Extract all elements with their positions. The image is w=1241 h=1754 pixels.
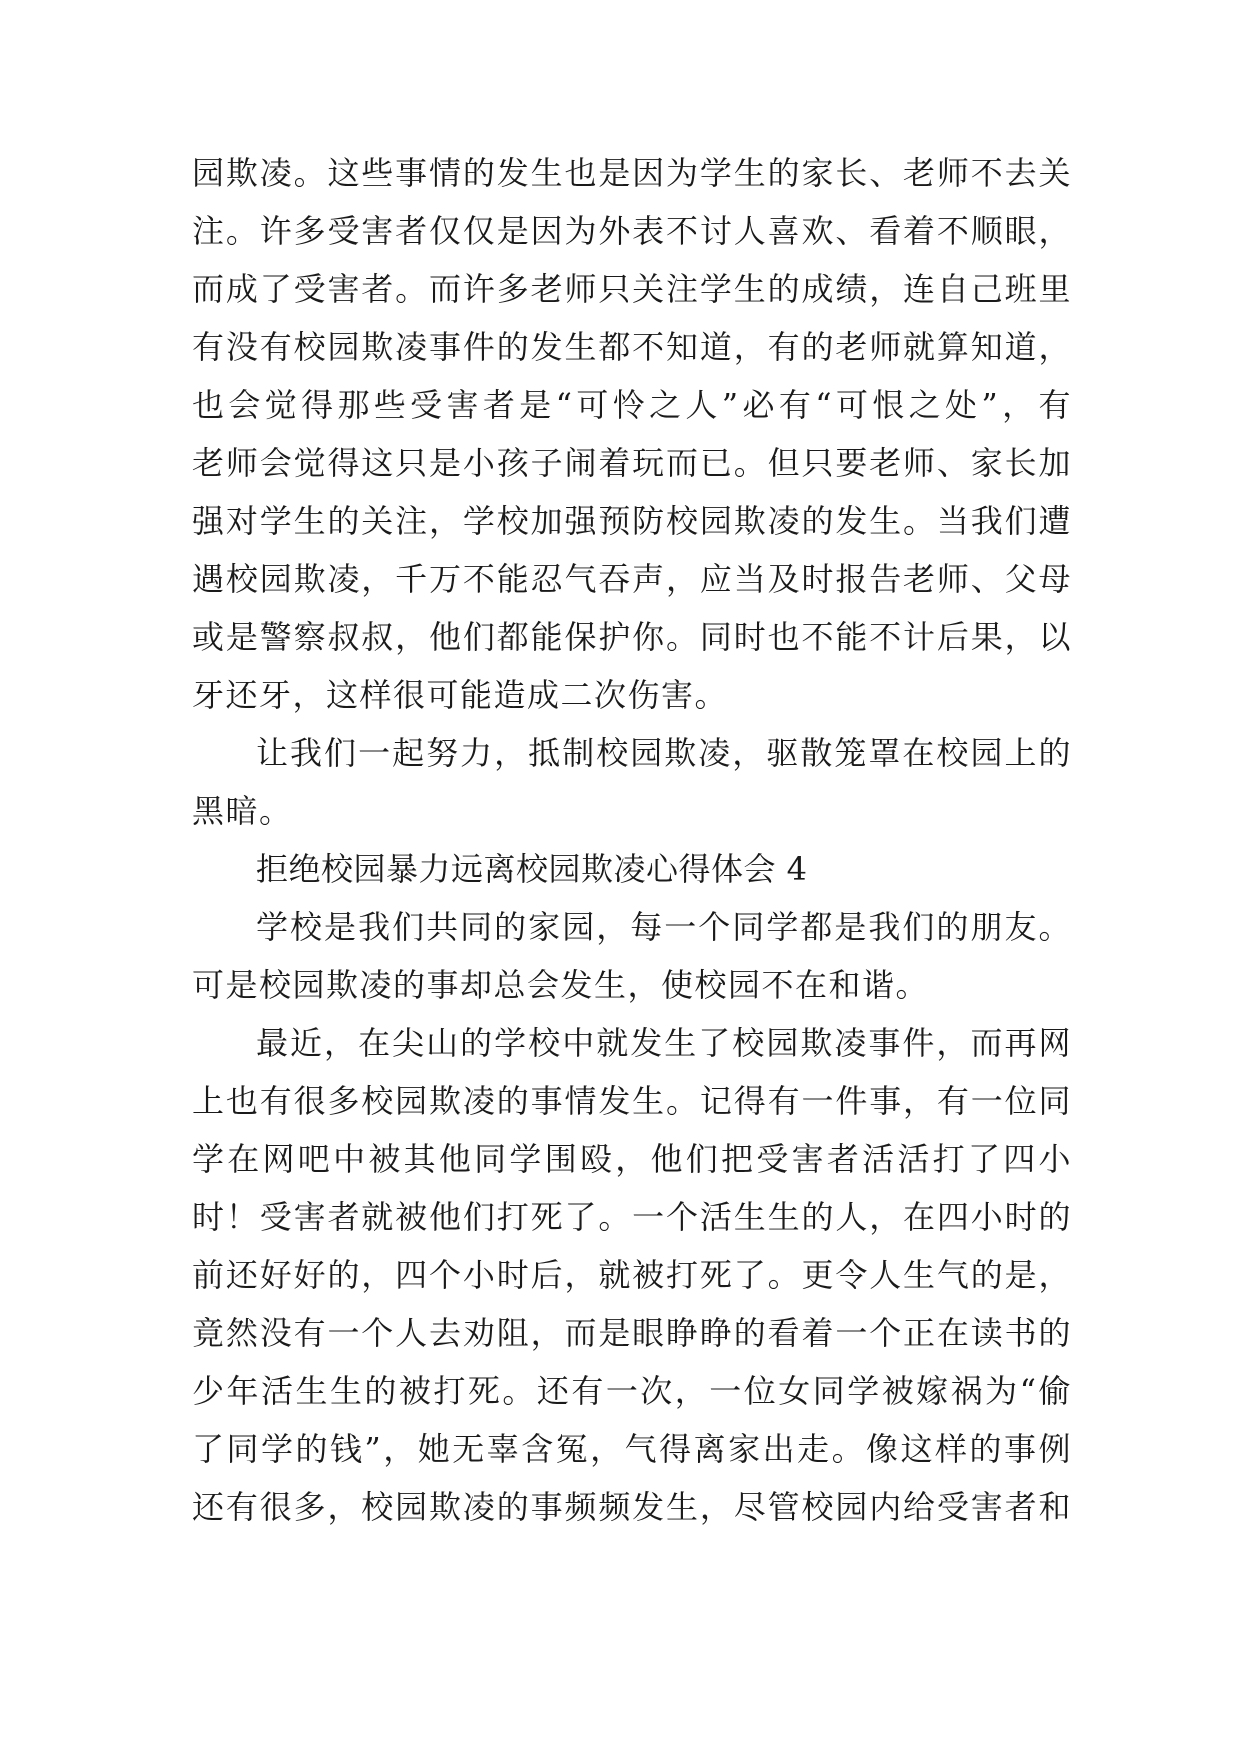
paragraph-4-line: 最近，在尖山的学校中就发生了校园欺凌事件，而再网 (256, 1024, 1072, 1062)
paragraph-2-line: 黑暗。 (192, 792, 293, 830)
paragraph-4-line: 前还好好的，四个小时后，就被打死了。更令人生气的是， (192, 1256, 1072, 1294)
paragraph-3-line: 可是校园欺凌的事却总会发生，使校园不在和谐。 (192, 966, 930, 1004)
paragraph-1-line: 或是警察叔叔，他们都能保护你。同时也不能不计后果，以 (192, 618, 1072, 656)
paragraph-1-line: 有没有校园欺凌事件的发生都不知道，有的老师就算知道， (192, 328, 1072, 366)
paragraph-4-line: 了同学的钱”，她无辜含冤，气得离家出走。像这样的事例 (192, 1430, 1072, 1468)
paragraph-2-line: 让我们一起努力，抵制校园欺凌，驱散笼罩在校园上的 (256, 734, 1072, 772)
paragraph-1-line: 而成了受害者。而许多老师只关注学生的成绩，连自己班里 (192, 270, 1072, 308)
paragraph-1-line: 牙还牙，这样很可能造成二次伤害。 (192, 676, 729, 714)
paragraph-1-line: 遇校园欺凌，千万不能忍气吞声，应当及时报告老师、父母 (192, 560, 1072, 598)
paragraph-4-line: 时！受害者就被他们打死了。一个活生生的人，在四小时的 (192, 1198, 1072, 1236)
paragraph-4-line: 上也有很多校园欺凌的事情发生。记得有一件事，有一位同 (192, 1082, 1072, 1120)
paragraph-1-line: 老师会觉得这只是小孩子闹着玩而已。但只要老师、家长加 (192, 444, 1072, 482)
paragraph-4-line: 竟然没有一个人去劝阻，而是眼睁睁的看着一个正在读书的 (192, 1314, 1072, 1352)
paragraph-4-line: 还有很多，校园欺凌的事频频发生，尽管校园内给受害者和 (192, 1488, 1072, 1526)
document-body (192, 155, 1072, 1547)
paragraph-4-line: 少年活生生的被打死。还有一次，一位女同学被嫁祸为“偷 (192, 1372, 1072, 1410)
paragraph-3-line: 学校是我们共同的家园，每一个同学都是我们的朋友。 (256, 908, 1072, 946)
paragraph-1-line: 注。许多受害者仅仅是因为外表不讨人喜欢、看着不顺眼， (192, 212, 1072, 250)
paragraph-1-line: 园欺凌。这些事情的发生也是因为学生的家长、老师不去关 (192, 154, 1072, 192)
paragraph-1-line: 也会觉得那些受害者是“可怜之人”必有“可恨之处”，有 (192, 386, 1072, 424)
paragraph-4-line: 学在网吧中被其他同学围殴，他们把受害者活活打了四小 (192, 1140, 1072, 1178)
paragraph-1-line: 强对学生的关注，学校加强预防校园欺凌的发生。当我们遭 (192, 502, 1072, 540)
section-heading: 拒绝校园暴力远离校园欺凌心得体会 4 (256, 850, 808, 888)
